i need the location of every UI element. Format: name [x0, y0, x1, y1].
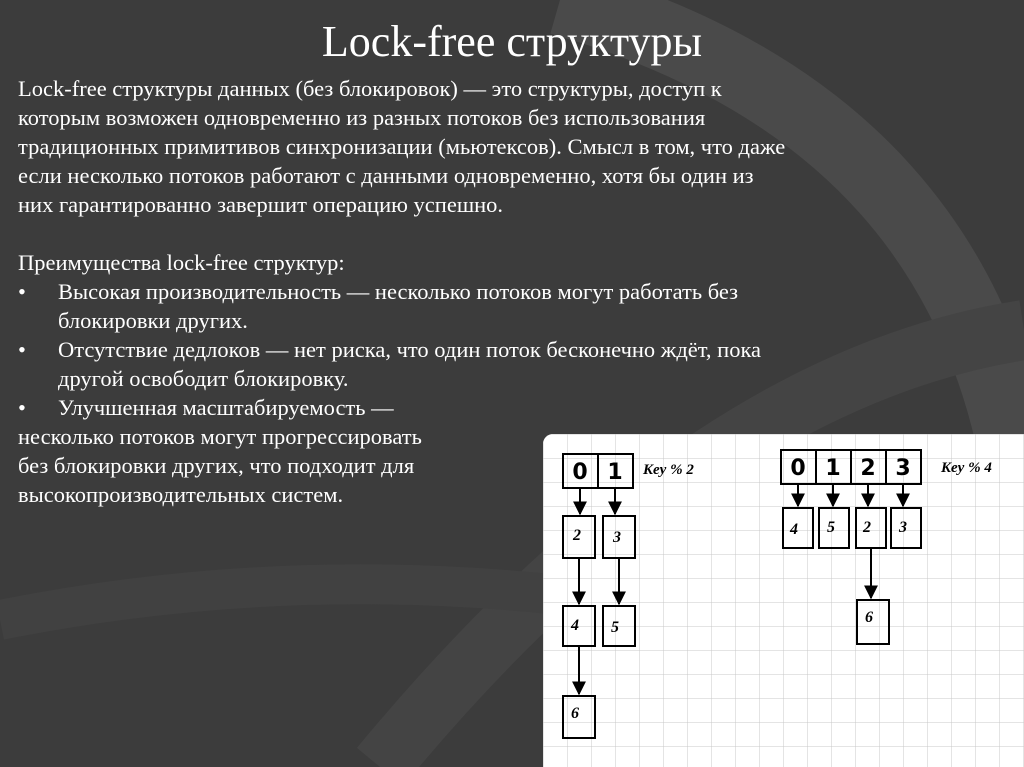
bucket-label: 0: [790, 456, 806, 481]
bucket-label: 2: [860, 456, 876, 481]
bucket-label: 0: [572, 460, 588, 485]
intro-line: традиционных примитивов синхронизации (мьютексов). Смысл в том, что даже: [18, 134, 786, 159]
bullet-text: блокировки других.: [58, 308, 248, 333]
bucket-label: 1: [825, 456, 841, 481]
bullet-item: [18, 393, 998, 422]
node-value: 4: [571, 617, 579, 634]
bullet-continuation: [18, 364, 998, 393]
hash-diagram: [543, 434, 1024, 767]
hash-label: Key % 2: [643, 462, 694, 478]
bucket-label: 3: [895, 456, 911, 481]
bullet-continuation: [18, 306, 998, 335]
node-value: 5: [611, 619, 619, 636]
bullet-text: Улучшенная масштабируемость —: [58, 395, 394, 420]
intro-line: если несколько потоков работают с данными одновременно, хотя бы один из: [18, 163, 754, 188]
bullet-item: [18, 335, 998, 364]
hash-table-figure: [543, 434, 1024, 767]
bucket-label: 1: [607, 460, 623, 485]
paragraph-gap: [18, 219, 998, 248]
node-value: 3: [899, 519, 907, 536]
node-value: 3: [613, 529, 621, 546]
bullet-marker: •: [18, 395, 26, 420]
bullet-text: другой освободит блокировку.: [58, 366, 349, 391]
bullet-marker: •: [18, 279, 26, 304]
bullet-wrap-line: несколько потоков могут прогрессировать: [18, 424, 422, 449]
bullet-wrap-line: без блокировки других, что подходит для: [18, 453, 415, 478]
node-value: 5: [827, 519, 835, 536]
node-value: 2: [863, 519, 871, 536]
advantages-heading: Преимущества lock-free структур:: [18, 250, 345, 275]
bullet-text: Отсутствие дедлоков — нет риска, что один поток бесконечно ждёт, пока: [58, 337, 762, 362]
node-value: 6: [865, 609, 873, 626]
hash-label: Key % 4: [941, 460, 992, 476]
node-value: 4: [790, 521, 798, 538]
node-value: 6: [571, 705, 579, 722]
bullet-text: Высокая производительность — несколько потоков могут работать без: [58, 279, 739, 304]
slide-title: Lock-free структуры: [321, 17, 703, 66]
node-value: 2: [573, 527, 581, 544]
intro-line: которым возможен одновременно из разных потоков без использования: [18, 105, 706, 130]
intro-line: Lock-free структуры данных (без блокировок) — это структуры, доступ к: [18, 76, 722, 101]
intro-line: них гарантированно завершит операцию успешно.: [18, 192, 504, 217]
bullet-item: [18, 277, 998, 306]
bullet-wrap-line: высокопроизводительных систем.: [18, 482, 344, 507]
bullet-marker: •: [18, 337, 26, 362]
